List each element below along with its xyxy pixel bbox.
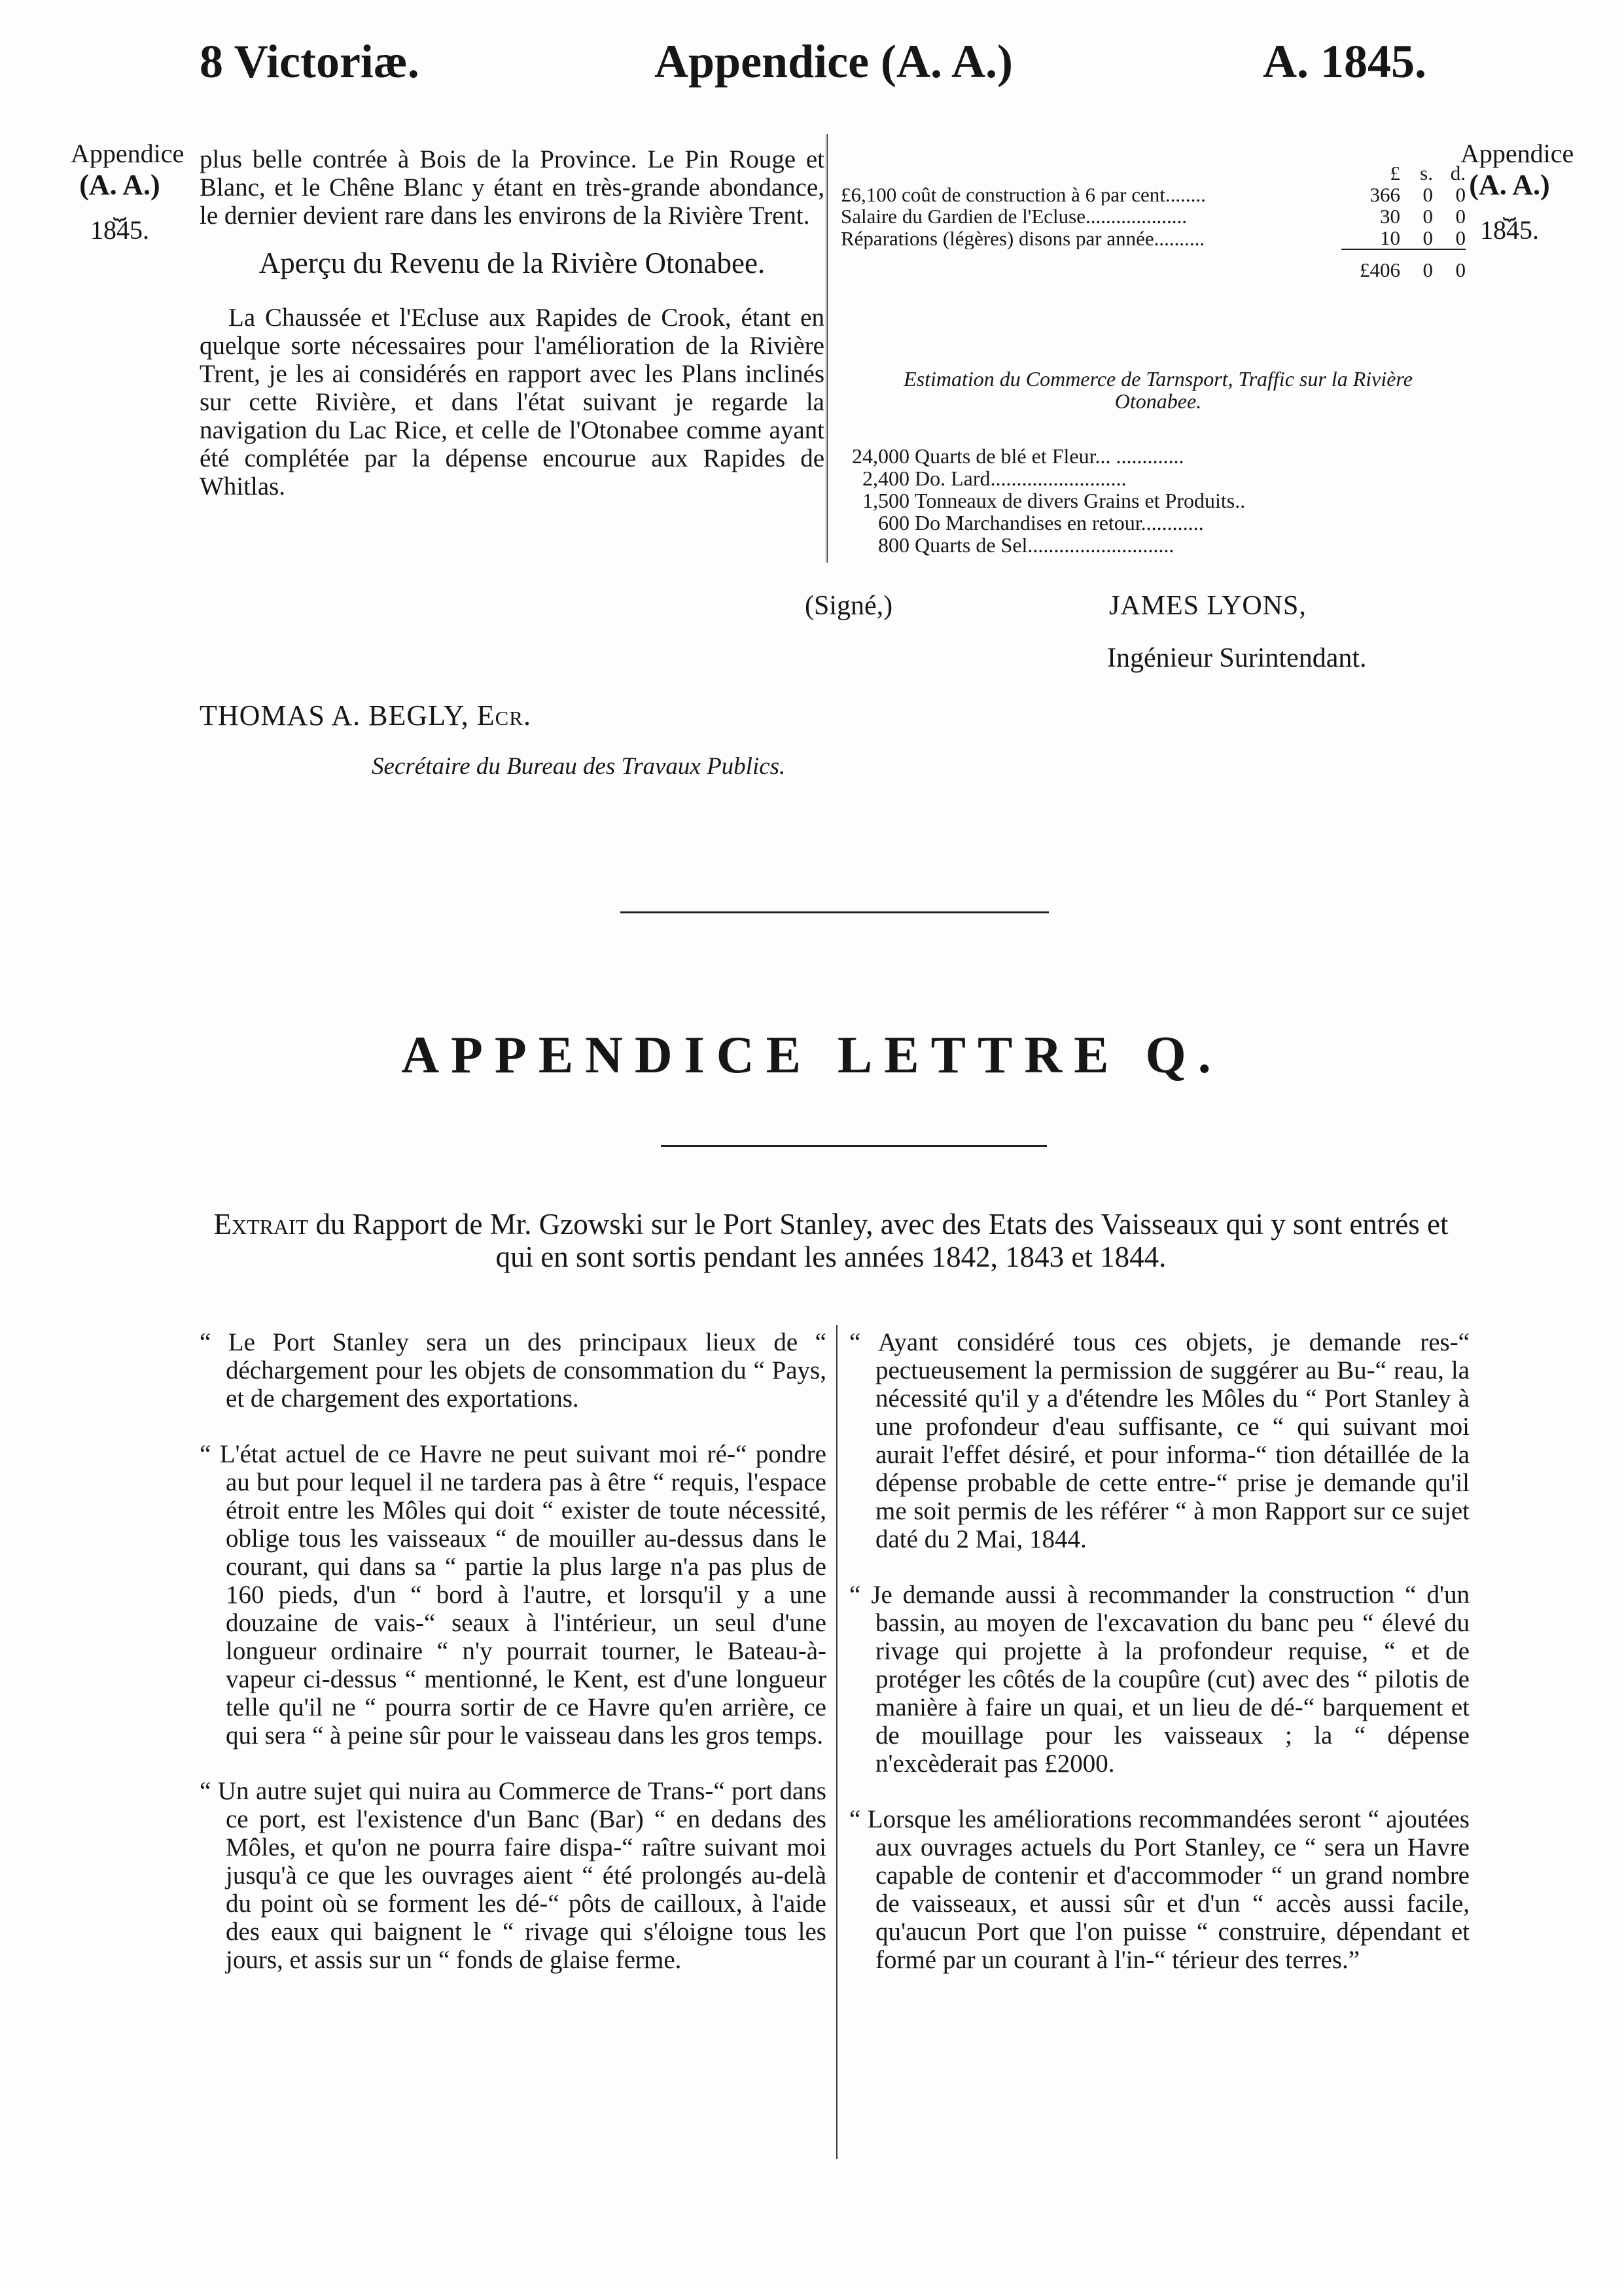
side-note-appendice: Appendice xyxy=(1460,139,1574,168)
signatory-name: JAMES LYONS, xyxy=(1109,591,1307,621)
secretary-block xyxy=(200,699,531,732)
pound-header: £ xyxy=(1390,162,1400,185)
commerce-title: Estimation du Commerce de Tarnsport, Traffic sur la Rivière Otonabee. xyxy=(904,367,1413,413)
quoted-paragraph: “ Lorsque les améliorations recommandées seront “ ajoutées aux ouvrages actuels du Port Stanley, ce “ sera un Havre capable de contenir et d'accommoder “ un grand nombre de vaisseaux, et aussi sûr et d'un “ accès aussi facile, qu'aucun Port que l'on puisse “ construire, dépendant et formé par un courant à l'in-“ térieur des terres.” xyxy=(849,1805,1470,1974)
commerce-row xyxy=(841,467,1338,489)
commerce-item: Do. Lard.......................... xyxy=(915,467,1127,489)
brace-icon: ⏟ xyxy=(113,196,127,220)
separator-rule xyxy=(661,1145,1047,1147)
side-note-right xyxy=(1460,139,1574,245)
expense-row xyxy=(841,205,1466,227)
total-shillings: 0 xyxy=(1400,249,1433,281)
commerce-table xyxy=(841,445,1338,556)
header-right: A. 1845. xyxy=(1263,35,1426,88)
quoted-paragraph: “ Le Port Stanley sera un des principaux lieux de “ déchargement pour les objets de consommation du “ Pays, et de chargement des exportations. xyxy=(200,1328,826,1413)
expense-pounds: 366 xyxy=(1369,183,1400,206)
paragraph: La Chaussée et l'Ecluse aux Rapides de Crook, étant en quelque sorte nécessaires pour l'amélioration de la Rivière Trent, je les ai considérés en rapport avec les Plans inclinés sur cette Rivière, et dans l'état suivant je regarde la navigation du Lac Rice, et celle de l'Otonabee comme ayant été complétée par la dépense encourue aux Rapides de Whitlas. xyxy=(200,304,824,501)
pence-header: d. xyxy=(1450,162,1466,185)
header-left: 8 Victoriæ. xyxy=(200,35,419,88)
expense-shillings: 0 xyxy=(1422,183,1433,206)
appendix-title: APPENDICE LETTRE Q. xyxy=(401,1027,1223,1084)
signatory-title: Ingénieur Surintendant. xyxy=(1107,643,1367,673)
side-note-aa: (A. A.) xyxy=(1469,169,1550,201)
secretary-title: Secrétaire du Bureau des Travaux Publics. xyxy=(372,753,786,780)
expense-pounds: 30 xyxy=(1380,205,1400,228)
subheading: Aperçu du Revenu de la Rivière Otonabee. xyxy=(258,247,766,279)
extract-lead: Extrait xyxy=(213,1208,309,1241)
column-divider xyxy=(826,134,830,563)
commerce-row xyxy=(841,534,1338,556)
side-note-aa: (A. A.) xyxy=(79,169,160,201)
expense-pence: 0 xyxy=(1455,205,1466,228)
commerce-item: Quarts de Sel............................ xyxy=(915,534,1174,556)
expense-shillings: 0 xyxy=(1422,205,1433,228)
commerce-item: Do Marchandises en retour............ xyxy=(915,512,1204,534)
expense-row xyxy=(841,184,1466,205)
expense-pence: 0 xyxy=(1455,183,1466,206)
quoted-paragraph: “ L'état actuel de ce Havre ne peut suivant moi ré-“ pondre au but pour lequel il ne tardera pas à être “ requis, l'espace étroit entre les Môles qui doit “ exister de toute nécessité, oblige tous les vaisseaux “ de mouiller au-dessus dans le courant, qui dans sa “ partie la plus large n'a pas plus de 160 pieds, d'un “ bord à l'autre, et lorsqu'il y a une douzaine de vais-“ seaux à l'intérieur, un seul d'une longueur ordinaire “ n'y pourrait tourner, le Bateau-à-vapeur ci-dessus “ mentionné, le Kent, est d'une longueur telle qu'il ne “ pourra sortir de ce Havre qu'en arrière, ce qui sera “ à peine sûr pour le vaisseau dans les gros temps. xyxy=(200,1440,826,1750)
quoted-paragraph: “ Ayant considéré tous ces objets, je demande res-“ pectueusement la permission de suggérer au Bu-“ reau, la nécessité qu'il y a d'étendre les Môles du “ Port Stanley à une profondeur d'eau suffisante, ce “ qui suivant moi aurait l'effet désiré, et pour informa-“ tion détaillée de la dépense probable de cette entre-“ prise je demande qu'il me soit permis de les référer “ à mon Rapport sur ce sujet daté du 2 Mai, 1844. xyxy=(849,1328,1470,1553)
commerce-row xyxy=(841,445,1338,467)
side-note-left xyxy=(71,139,185,245)
expense-row xyxy=(841,227,1466,249)
expense-total-row xyxy=(841,249,1466,281)
right-column xyxy=(849,1328,1470,2001)
paragraph: plus belle contrée à Bois de la Province. Le Pin Rouge et Blanc, et le Chêne Blanc y étant en très-grande abondance, le dernier devient rare dans les environs de la Rivière Trent. xyxy=(200,145,824,230)
secretary-name: THOMAS A. BEGLY, xyxy=(200,699,469,731)
quoted-paragraph: “ Je demande aussi à recommander la construction “ d'un bassin, au moyen de l'excavation du banc peu “ élevé du rivage qui projette à la profondeur requise, “ et de protéger les côtés de la coupûre (cut) avec des “ pilotis de manière à faire un quai, et un lieu de dé-“ barquement et de mouillage pour les vaisseaux ; la “ dépense n'excèderait pas £2000. xyxy=(849,1581,1470,1778)
commerce-qty: 2,400 xyxy=(862,466,909,490)
expense-pence: 0 xyxy=(1455,226,1466,249)
signed-label: (Signé,) xyxy=(805,591,893,621)
expense-shillings: 0 xyxy=(1422,226,1433,249)
commerce-row xyxy=(841,512,1338,534)
commerce-qty: 800 xyxy=(878,533,909,557)
total-pounds: £406 xyxy=(1341,249,1400,281)
column-divider xyxy=(836,1325,841,2159)
expense-pounds: 10 xyxy=(1380,226,1400,249)
expense-header-row xyxy=(841,162,1466,184)
commerce-qty: 24,000 xyxy=(852,444,909,468)
expense-label: Réparations (légères) disons par année.......... xyxy=(841,227,1205,249)
header-center: Appendice (A. A.) xyxy=(654,35,1014,88)
brace-icon: ⏟ xyxy=(1502,196,1517,220)
top-left-column xyxy=(200,145,824,527)
expense-label: £6,100 coût de construction à 6 par cent........ xyxy=(841,184,1206,205)
expense-label: Salaire du Gardien de l'Ecluse.................... xyxy=(841,205,1187,227)
expense-table xyxy=(841,162,1466,281)
left-column xyxy=(200,1328,826,2001)
secretary-honorific: Ecr. xyxy=(476,699,531,731)
extract-text: du Rapport de Mr. Gzowski sur le Port Stanley, avec des Etats des Vaisseaux qui y sont entrés et qui en sont sortis pendant les années 1842, 1843 et 1844. xyxy=(315,1208,1449,1273)
commerce-row xyxy=(841,489,1338,512)
extract-heading xyxy=(203,1208,1459,1273)
quoted-paragraph: “ Un autre sujet qui nuira au Commerce de Trans-“ port dans ce port, est l'existence d'un Banc (Bar) “ en dedans des Môles, et qu'on ne pourra faire dispa-“ raître suivant moi jusqu'à ce que les ouvrages aient “ été prolongés au-delà du point où se forment les dé-“ pôts de cailloux, à l'aide des eaux qui baignent le “ rivage qui s'éloigne tous les jours, et assis sur un “ fonds de glaise ferme. xyxy=(200,1777,826,1974)
shilling-header: s. xyxy=(1420,162,1433,185)
commerce-qty: 600 xyxy=(878,511,909,535)
commerce-item: Tonneaux de divers Grains et Produits.. xyxy=(915,489,1246,512)
commerce-item: Quarts de blé et Fleur... ............. xyxy=(915,445,1184,467)
separator-rule xyxy=(620,911,1049,913)
side-note-year: 1845. xyxy=(90,215,149,245)
total-pence: 0 xyxy=(1433,249,1466,281)
side-note-appendice: Appendice xyxy=(71,139,185,168)
side-note-year: 1845. xyxy=(1480,215,1539,245)
commerce-qty: 1,500 xyxy=(862,489,909,512)
